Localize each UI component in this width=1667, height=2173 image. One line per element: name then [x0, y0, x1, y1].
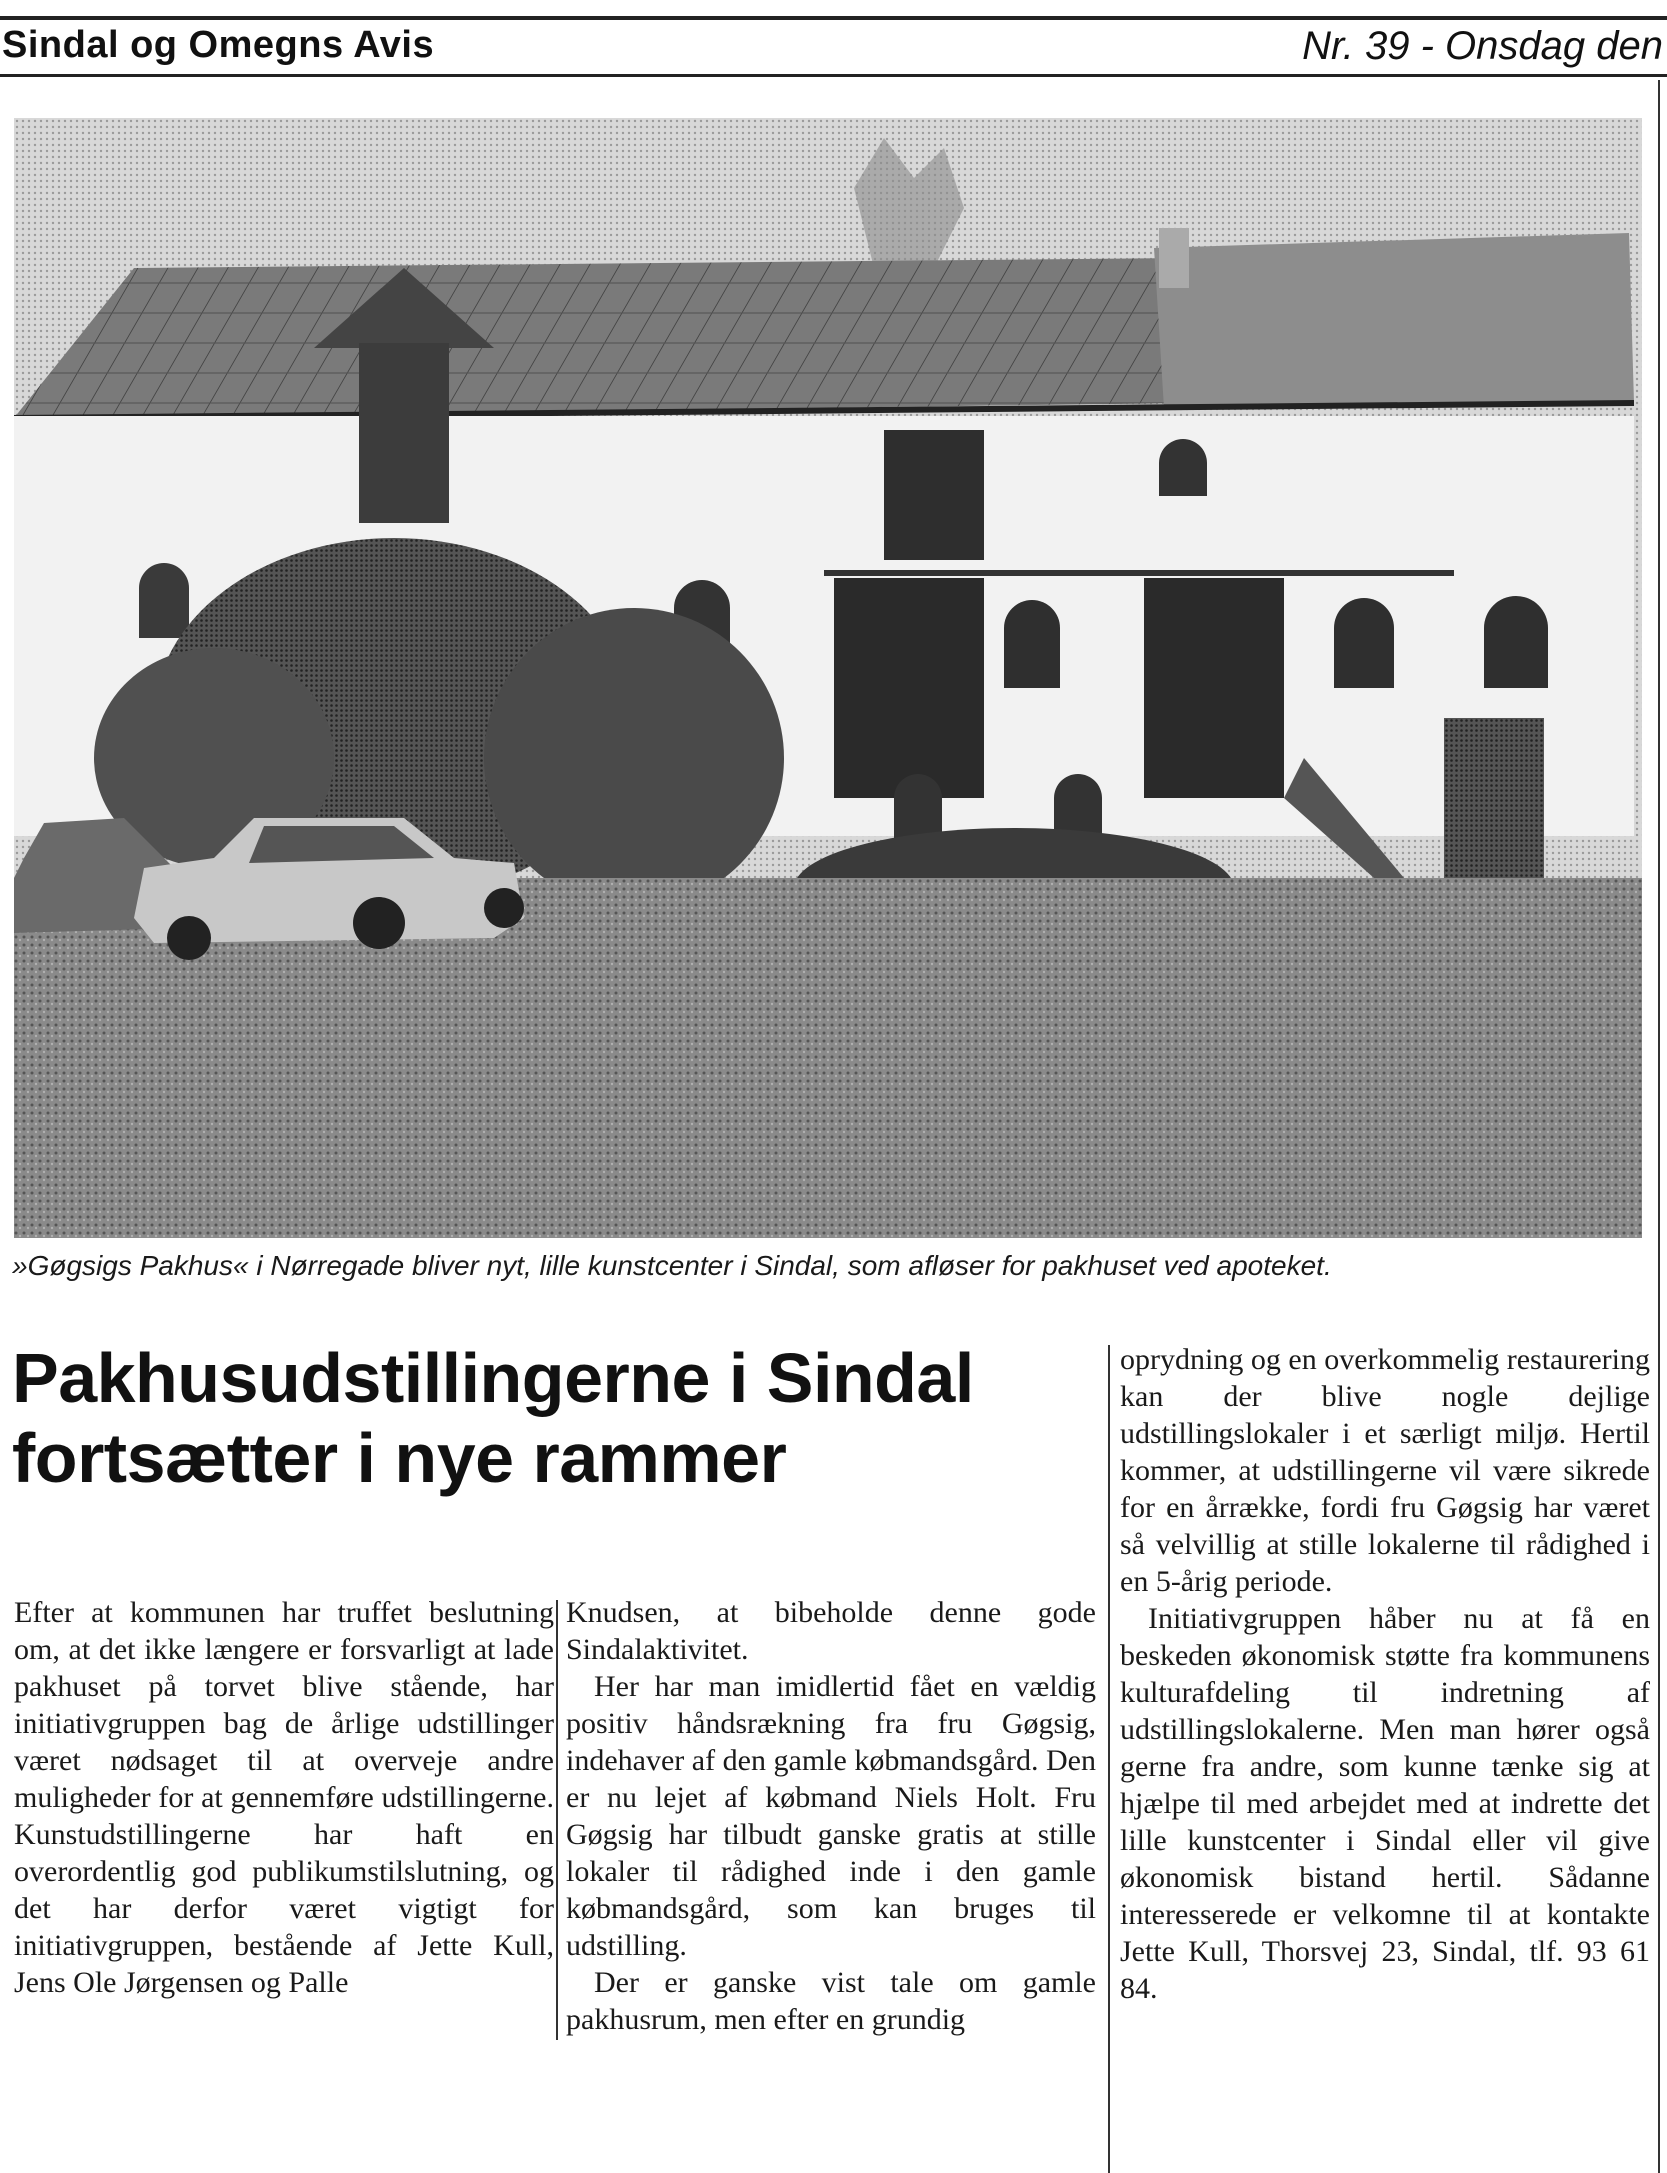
column-rule-1	[556, 1600, 558, 2040]
column-rule-2	[1108, 1345, 1110, 2173]
paragraph: oprydning og en overkommelig restaurering kan der blive nogle dejlige udstillingslokaler i et særligt miljø. Hertil kommer, at udstillingerne vil være sikrede for en årrække, fordi fru Gøgsig har været så velvillig at stille lokalerne til rådighed i en 5-årig periode.	[1120, 1343, 1650, 1598]
article-column-3	[1120, 1341, 1650, 2007]
headline-line-1: Pakhusudstillingerne i Sindal	[12, 1339, 974, 1417]
article-headline	[12, 1338, 1092, 1498]
article-column-1	[14, 1594, 554, 2001]
paragraph: Her har man imidlertid fået en vældig positiv håndsrækning fra fru Gøgsig, indehaver af den gamle købmandsgård. Den er nu lejet af købmand Niels Holt. Fru Gøgsig har tilbudt ganske gratis at stille lokaler til rådighed inde i den gamle købmandsgård, som kan bruges til udstilling.	[566, 1670, 1096, 1962]
article-column-2	[566, 1594, 1096, 2038]
masthead	[0, 22, 1667, 74]
top-rule	[0, 16, 1667, 20]
warehouse-photo	[14, 118, 1642, 1238]
headline-line-2: fortsætter i nye rammer	[12, 1419, 787, 1497]
masthead-rule	[0, 74, 1667, 77]
paragraph: Der er ganske vist tale om gamle pakhusrum, men efter en grundig	[566, 1966, 1096, 2036]
newspaper-name: Sindal og Omegns Avis	[2, 24, 435, 66]
paragraph: Efter at kommunen har truffet beslutning om, at det ikke længere er forsvarligt at lade pakhuset på torvet blive stående, har initiativgruppen bag de årlige udstillinger været nødsaget til at overveje andre muligheder for at gennemføre udstillingerne. Kunstudstillingerne har haft en overordentlig god publikumstilslutning, og det har derfor været vigtigt for initiativgruppen, bestående af Jette Kull, Jens Ole Jørgensen og Palle	[14, 1596, 554, 1999]
page-edge-rule	[1658, 80, 1660, 2173]
paragraph: Knudsen, at bibeholde denne gode Sindalaktivitet.	[566, 1596, 1096, 1666]
paragraph: Initiativgruppen håber nu at få en beskeden økonomisk støtte fra kommunens kulturafdeling til indretning af udstillingslokalerne. Men man hører også gerne fra andre, som kunne tænke sig at hjælpe til med arbejdet med at indrette det lille kunstcenter i Sindal eller vil give økonomisk bistand hertil. Sådanne interesserede er velkomne til at kontakte Jette Kull, Thorsvej 23, Sindal, tlf. 93 61 84.	[1120, 1602, 1650, 2005]
issue-number: Nr. 39 - Onsdag den	[1302, 24, 1663, 68]
photo-caption: »Gøgsigs Pakhus« i Nørregade bliver nyt, lille kunstcenter i Sindal, som afløser for pakhuset ved apoteket.	[12, 1250, 1332, 1281]
